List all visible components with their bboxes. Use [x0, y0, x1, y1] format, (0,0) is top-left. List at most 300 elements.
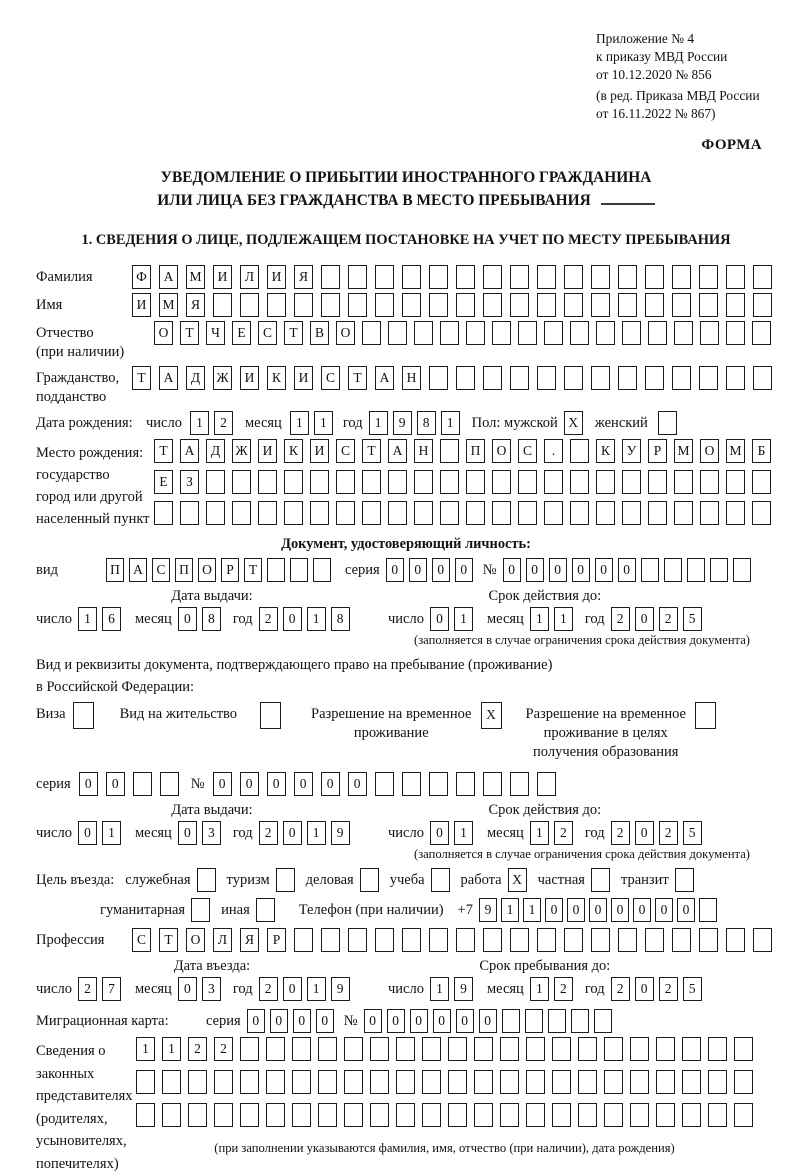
- form-cell[interactable]: [537, 293, 556, 317]
- form-cell[interactable]: 1: [441, 411, 460, 435]
- form-cell[interactable]: 1: [501, 898, 519, 922]
- form-cell[interactable]: [500, 1103, 519, 1127]
- form-cell[interactable]: [596, 321, 615, 345]
- form-cell[interactable]: Ф: [132, 265, 151, 289]
- form-cell[interactable]: [266, 1037, 285, 1061]
- form-cell[interactable]: [133, 772, 152, 796]
- form-cell[interactable]: И: [267, 265, 286, 289]
- form-cell[interactable]: [321, 265, 340, 289]
- form-cell[interactable]: [240, 1103, 259, 1127]
- form-cell[interactable]: [641, 558, 659, 582]
- form-cell[interactable]: 2: [259, 821, 278, 845]
- form-cell[interactable]: С: [321, 366, 340, 390]
- form-cell[interactable]: [564, 928, 583, 952]
- form-cell[interactable]: [564, 366, 583, 390]
- form-cell[interactable]: [292, 1103, 311, 1127]
- form-cell[interactable]: С: [336, 439, 355, 463]
- form-cell[interactable]: 0: [635, 821, 654, 845]
- form-cell[interactable]: Л: [240, 265, 259, 289]
- form-cell[interactable]: 1: [290, 411, 309, 435]
- form-cell[interactable]: 0: [432, 558, 450, 582]
- form-cell[interactable]: 0: [589, 898, 607, 922]
- form-cell[interactable]: 0: [677, 898, 695, 922]
- form-cell[interactable]: О: [154, 321, 173, 345]
- form-cell[interactable]: [630, 1037, 649, 1061]
- form-cell[interactable]: [492, 501, 511, 525]
- form-cell[interactable]: [440, 470, 459, 494]
- form-cell[interactable]: 0: [364, 1009, 382, 1033]
- form-cell[interactable]: 9: [454, 977, 473, 1001]
- form-cell[interactable]: [422, 1070, 441, 1094]
- form-cell[interactable]: [500, 1070, 519, 1094]
- form-cell[interactable]: [348, 928, 367, 952]
- form-cell[interactable]: 2: [659, 607, 678, 631]
- form-cell[interactable]: 0: [213, 772, 232, 796]
- form-cell[interactable]: [162, 1070, 181, 1094]
- form-cell[interactable]: [483, 293, 502, 317]
- form-cell[interactable]: [448, 1103, 467, 1127]
- form-cell[interactable]: [510, 366, 529, 390]
- form-cell[interactable]: [456, 928, 475, 952]
- form-cell[interactable]: [630, 1070, 649, 1094]
- form-cell[interactable]: [344, 1103, 363, 1127]
- form-cell[interactable]: В: [310, 321, 329, 345]
- form-cell[interactable]: 2: [259, 607, 278, 631]
- form-cell[interactable]: [537, 366, 556, 390]
- form-cell[interactable]: [294, 293, 313, 317]
- form-cell[interactable]: [753, 293, 772, 317]
- form-cell[interactable]: [474, 1103, 493, 1127]
- form-cell[interactable]: Т: [132, 366, 151, 390]
- form-cell[interactable]: [267, 558, 285, 582]
- form-cell[interactable]: [267, 293, 286, 317]
- form-cell[interactable]: [578, 1037, 597, 1061]
- form-cell[interactable]: [726, 293, 745, 317]
- form-cell[interactable]: [466, 501, 485, 525]
- form-cell[interactable]: [370, 1103, 389, 1127]
- form-cell[interactable]: 1: [454, 821, 473, 845]
- form-cell[interactable]: [160, 772, 179, 796]
- form-cell[interactable]: [154, 501, 173, 525]
- form-cell[interactable]: [604, 1103, 623, 1127]
- form-cell[interactable]: [375, 772, 394, 796]
- form-cell[interactable]: 0: [635, 607, 654, 631]
- form-cell[interactable]: [752, 321, 771, 345]
- form-cell[interactable]: [290, 558, 308, 582]
- form-cell[interactable]: [510, 772, 529, 796]
- form-cell[interactable]: 0: [283, 977, 302, 1001]
- form-cell[interactable]: [622, 470, 641, 494]
- form-cell[interactable]: [544, 321, 563, 345]
- form-cell[interactable]: [206, 470, 225, 494]
- form-cell[interactable]: [526, 1037, 545, 1061]
- form-cell[interactable]: [552, 1103, 571, 1127]
- form-cell[interactable]: С: [518, 439, 537, 463]
- form-cell[interactable]: 0: [78, 821, 97, 845]
- form-cell[interactable]: [440, 439, 459, 463]
- form-cell[interactable]: 8: [331, 607, 350, 631]
- form-cell[interactable]: [375, 293, 394, 317]
- form-cell[interactable]: [396, 1037, 415, 1061]
- form-cell[interactable]: [414, 501, 433, 525]
- form-cell[interactable]: [708, 1070, 727, 1094]
- form-cell[interactable]: [570, 439, 589, 463]
- form-cell[interactable]: [310, 501, 329, 525]
- form-cell[interactable]: [622, 501, 641, 525]
- form-cell[interactable]: 2: [259, 977, 278, 1001]
- form-cell[interactable]: [370, 1037, 389, 1061]
- form-cell[interactable]: [753, 928, 772, 952]
- form-cell[interactable]: [708, 1103, 727, 1127]
- form-cell[interactable]: [188, 1070, 207, 1094]
- form-cell[interactable]: 5: [683, 977, 702, 1001]
- form-cell[interactable]: 0: [633, 898, 651, 922]
- form-cell[interactable]: 0: [321, 772, 340, 796]
- form-cell[interactable]: [618, 366, 637, 390]
- form-cell[interactable]: [429, 772, 448, 796]
- form-cell[interactable]: 1: [554, 607, 573, 631]
- form-cell[interactable]: [734, 1070, 753, 1094]
- form-cell[interactable]: [699, 366, 718, 390]
- form-cell[interactable]: 1: [307, 607, 326, 631]
- form-cell[interactable]: [591, 928, 610, 952]
- form-cell[interactable]: Р: [648, 439, 667, 463]
- form-cell[interactable]: [733, 558, 751, 582]
- form-cell[interactable]: [375, 265, 394, 289]
- form-cell[interactable]: [276, 868, 295, 892]
- form-cell[interactable]: 0: [178, 821, 197, 845]
- form-cell[interactable]: [604, 1070, 623, 1094]
- form-cell[interactable]: [362, 321, 381, 345]
- form-cell[interactable]: Я: [240, 928, 259, 952]
- form-cell[interactable]: [682, 1103, 701, 1127]
- form-cell[interactable]: Ч: [206, 321, 225, 345]
- form-cell[interactable]: [456, 772, 475, 796]
- form-cell[interactable]: 2: [611, 977, 630, 1001]
- form-cell[interactable]: О: [492, 439, 511, 463]
- form-cell[interactable]: [630, 1103, 649, 1127]
- form-cell[interactable]: 1: [314, 411, 333, 435]
- form-cell[interactable]: X: [564, 411, 583, 435]
- form-cell[interactable]: 1: [523, 898, 541, 922]
- form-cell[interactable]: .: [544, 439, 563, 463]
- form-cell[interactable]: [292, 1037, 311, 1061]
- form-cell[interactable]: [526, 1070, 545, 1094]
- form-cell[interactable]: [492, 321, 511, 345]
- form-cell[interactable]: [672, 265, 691, 289]
- form-cell[interactable]: О: [700, 439, 719, 463]
- form-cell[interactable]: 8: [202, 607, 221, 631]
- form-cell[interactable]: [240, 1070, 259, 1094]
- form-cell[interactable]: [136, 1070, 155, 1094]
- form-cell[interactable]: [456, 366, 475, 390]
- form-cell[interactable]: [734, 1037, 753, 1061]
- form-cell[interactable]: [318, 1037, 337, 1061]
- form-cell[interactable]: [321, 293, 340, 317]
- form-cell[interactable]: 2: [188, 1037, 207, 1061]
- form-cell[interactable]: [726, 321, 745, 345]
- form-cell[interactable]: [402, 772, 421, 796]
- form-cell[interactable]: [726, 928, 745, 952]
- form-cell[interactable]: [206, 501, 225, 525]
- form-cell[interactable]: 0: [655, 898, 673, 922]
- form-cell[interactable]: 3: [202, 821, 221, 845]
- form-cell[interactable]: [466, 470, 485, 494]
- form-cell[interactable]: [664, 558, 682, 582]
- form-cell[interactable]: Л: [213, 928, 232, 952]
- form-cell[interactable]: А: [159, 366, 178, 390]
- form-cell[interactable]: 1: [430, 977, 449, 1001]
- form-cell[interactable]: 5: [683, 607, 702, 631]
- form-cell[interactable]: 0: [106, 772, 125, 796]
- form-cell[interactable]: 2: [214, 411, 233, 435]
- form-cell[interactable]: С: [152, 558, 170, 582]
- form-cell[interactable]: Т: [154, 439, 173, 463]
- form-cell[interactable]: О: [198, 558, 216, 582]
- form-cell[interactable]: [429, 928, 448, 952]
- form-cell[interactable]: 0: [479, 1009, 497, 1033]
- form-cell[interactable]: [396, 1070, 415, 1094]
- form-cell[interactable]: [510, 293, 529, 317]
- form-cell[interactable]: 7: [102, 977, 121, 1001]
- form-cell[interactable]: 0: [455, 558, 473, 582]
- form-cell[interactable]: 2: [214, 1037, 233, 1061]
- form-cell[interactable]: 2: [659, 821, 678, 845]
- form-cell[interactable]: [266, 1070, 285, 1094]
- form-cell[interactable]: [525, 1009, 543, 1033]
- form-cell[interactable]: [402, 265, 421, 289]
- form-cell[interactable]: [656, 1037, 675, 1061]
- form-cell[interactable]: И: [213, 265, 232, 289]
- form-cell[interactable]: 0: [386, 558, 404, 582]
- form-cell[interactable]: 0: [316, 1009, 334, 1033]
- form-cell[interactable]: Т: [284, 321, 303, 345]
- form-cell[interactable]: [708, 1037, 727, 1061]
- form-cell[interactable]: [232, 501, 251, 525]
- form-cell[interactable]: 0: [247, 1009, 265, 1033]
- form-cell[interactable]: П: [106, 558, 124, 582]
- form-cell[interactable]: 0: [348, 772, 367, 796]
- form-cell[interactable]: 0: [456, 1009, 474, 1033]
- form-cell[interactable]: [240, 1037, 259, 1061]
- form-cell[interactable]: К: [596, 439, 615, 463]
- form-cell[interactable]: [645, 928, 664, 952]
- form-cell[interactable]: [656, 1070, 675, 1094]
- form-cell[interactable]: И: [132, 293, 151, 317]
- form-cell[interactable]: [180, 501, 199, 525]
- form-cell[interactable]: [483, 772, 502, 796]
- form-cell[interactable]: [429, 366, 448, 390]
- form-cell[interactable]: 0: [545, 898, 563, 922]
- form-cell[interactable]: [544, 470, 563, 494]
- form-cell[interactable]: С: [132, 928, 151, 952]
- form-cell[interactable]: [348, 293, 367, 317]
- form-cell[interactable]: [336, 470, 355, 494]
- form-cell[interactable]: [456, 293, 475, 317]
- form-cell[interactable]: 0: [267, 772, 286, 796]
- form-cell[interactable]: 0: [635, 977, 654, 1001]
- form-cell[interactable]: Е: [232, 321, 251, 345]
- form-cell[interactable]: [214, 1070, 233, 1094]
- form-cell[interactable]: 0: [410, 1009, 428, 1033]
- form-cell[interactable]: [483, 928, 502, 952]
- form-cell[interactable]: [682, 1070, 701, 1094]
- form-cell[interactable]: [256, 898, 275, 922]
- form-cell[interactable]: [594, 1009, 612, 1033]
- form-cell[interactable]: [362, 501, 381, 525]
- form-cell[interactable]: [548, 1009, 566, 1033]
- form-cell[interactable]: [429, 293, 448, 317]
- form-cell[interactable]: [648, 470, 667, 494]
- form-cell[interactable]: 0: [79, 772, 98, 796]
- form-cell[interactable]: [310, 470, 329, 494]
- form-cell[interactable]: Т: [159, 928, 178, 952]
- form-cell[interactable]: 0: [387, 1009, 405, 1033]
- form-cell[interactable]: 0: [270, 1009, 288, 1033]
- form-cell[interactable]: [672, 366, 691, 390]
- form-cell[interactable]: О: [336, 321, 355, 345]
- form-cell[interactable]: [258, 470, 277, 494]
- form-cell[interactable]: Т: [348, 366, 367, 390]
- form-cell[interactable]: И: [240, 366, 259, 390]
- form-cell[interactable]: [313, 558, 331, 582]
- form-cell[interactable]: [618, 265, 637, 289]
- form-cell[interactable]: 0: [526, 558, 544, 582]
- form-cell[interactable]: Т: [180, 321, 199, 345]
- form-cell[interactable]: [570, 470, 589, 494]
- form-cell[interactable]: 0: [567, 898, 585, 922]
- form-cell[interactable]: [645, 293, 664, 317]
- form-cell[interactable]: 1: [307, 821, 326, 845]
- form-cell[interactable]: [752, 470, 771, 494]
- form-cell[interactable]: [388, 501, 407, 525]
- form-cell[interactable]: 0: [595, 558, 613, 582]
- form-cell[interactable]: [570, 501, 589, 525]
- form-cell[interactable]: [336, 501, 355, 525]
- form-cell[interactable]: [591, 293, 610, 317]
- form-cell[interactable]: [483, 366, 502, 390]
- form-cell[interactable]: [360, 868, 379, 892]
- form-cell[interactable]: 0: [549, 558, 567, 582]
- form-cell[interactable]: [344, 1070, 363, 1094]
- form-cell[interactable]: [370, 1070, 389, 1094]
- form-cell[interactable]: [440, 321, 459, 345]
- form-cell[interactable]: [618, 928, 637, 952]
- form-cell[interactable]: [483, 265, 502, 289]
- form-cell[interactable]: 0: [503, 558, 521, 582]
- form-cell[interactable]: [596, 470, 615, 494]
- form-cell[interactable]: 9: [331, 821, 350, 845]
- form-cell[interactable]: 0: [178, 977, 197, 1001]
- form-cell[interactable]: [537, 772, 556, 796]
- form-cell[interactable]: Я: [294, 265, 313, 289]
- form-cell[interactable]: [699, 265, 718, 289]
- form-cell[interactable]: [699, 898, 717, 922]
- form-cell[interactable]: 2: [554, 977, 573, 1001]
- form-cell[interactable]: [672, 928, 691, 952]
- form-cell[interactable]: Т: [362, 439, 381, 463]
- form-cell[interactable]: 1: [190, 411, 209, 435]
- form-cell[interactable]: [431, 868, 450, 892]
- form-cell[interactable]: [188, 1103, 207, 1127]
- form-cell[interactable]: [591, 265, 610, 289]
- form-cell[interactable]: [570, 321, 589, 345]
- form-cell[interactable]: [578, 1103, 597, 1127]
- form-cell[interactable]: [537, 928, 556, 952]
- form-cell[interactable]: [362, 470, 381, 494]
- form-cell[interactable]: [321, 928, 340, 952]
- form-cell[interactable]: 2: [611, 821, 630, 845]
- form-cell[interactable]: [518, 321, 537, 345]
- form-cell[interactable]: [726, 470, 745, 494]
- form-cell[interactable]: Б: [752, 439, 771, 463]
- form-cell[interactable]: [162, 1103, 181, 1127]
- form-cell[interactable]: [674, 470, 693, 494]
- form-cell[interactable]: [510, 928, 529, 952]
- form-cell[interactable]: [213, 293, 232, 317]
- form-cell[interactable]: Д: [206, 439, 225, 463]
- form-cell[interactable]: Т: [244, 558, 262, 582]
- form-cell[interactable]: 8: [417, 411, 436, 435]
- form-cell[interactable]: [645, 366, 664, 390]
- form-cell[interactable]: Ж: [213, 366, 232, 390]
- form-cell[interactable]: [645, 265, 664, 289]
- form-cell[interactable]: [552, 1037, 571, 1061]
- form-cell[interactable]: [214, 1103, 233, 1127]
- form-cell[interactable]: 9: [479, 898, 497, 922]
- form-cell[interactable]: [474, 1037, 493, 1061]
- form-cell[interactable]: [604, 1037, 623, 1061]
- form-cell[interactable]: 2: [659, 977, 678, 1001]
- form-cell[interactable]: [266, 1103, 285, 1127]
- form-cell[interactable]: 0: [572, 558, 590, 582]
- form-cell[interactable]: [591, 868, 610, 892]
- form-cell[interactable]: К: [267, 366, 286, 390]
- form-cell[interactable]: П: [175, 558, 193, 582]
- form-cell[interactable]: [518, 501, 537, 525]
- form-cell[interactable]: Ж: [232, 439, 251, 463]
- form-cell[interactable]: [456, 265, 475, 289]
- form-cell[interactable]: [284, 501, 303, 525]
- form-cell[interactable]: [648, 501, 667, 525]
- form-cell[interactable]: А: [180, 439, 199, 463]
- form-cell[interactable]: [674, 501, 693, 525]
- form-cell[interactable]: [466, 321, 485, 345]
- form-cell[interactable]: Е: [154, 470, 173, 494]
- form-cell[interactable]: 1: [454, 607, 473, 631]
- form-cell[interactable]: [440, 501, 459, 525]
- form-cell[interactable]: [240, 293, 259, 317]
- form-cell[interactable]: 1: [307, 977, 326, 1001]
- form-cell[interactable]: 1: [369, 411, 388, 435]
- form-cell[interactable]: [618, 293, 637, 317]
- form-cell[interactable]: М: [674, 439, 693, 463]
- form-cell[interactable]: [537, 265, 556, 289]
- form-cell[interactable]: [726, 366, 745, 390]
- form-cell[interactable]: А: [375, 366, 394, 390]
- form-cell[interactable]: Р: [221, 558, 239, 582]
- form-cell[interactable]: [414, 470, 433, 494]
- form-cell[interactable]: [675, 868, 694, 892]
- form-cell[interactable]: [396, 1103, 415, 1127]
- form-cell[interactable]: 0: [611, 898, 629, 922]
- form-cell[interactable]: [726, 265, 745, 289]
- form-cell[interactable]: 0: [430, 821, 449, 845]
- form-cell[interactable]: 0: [240, 772, 259, 796]
- form-cell[interactable]: 2: [554, 821, 573, 845]
- form-cell[interactable]: 2: [611, 607, 630, 631]
- form-cell[interactable]: [753, 265, 772, 289]
